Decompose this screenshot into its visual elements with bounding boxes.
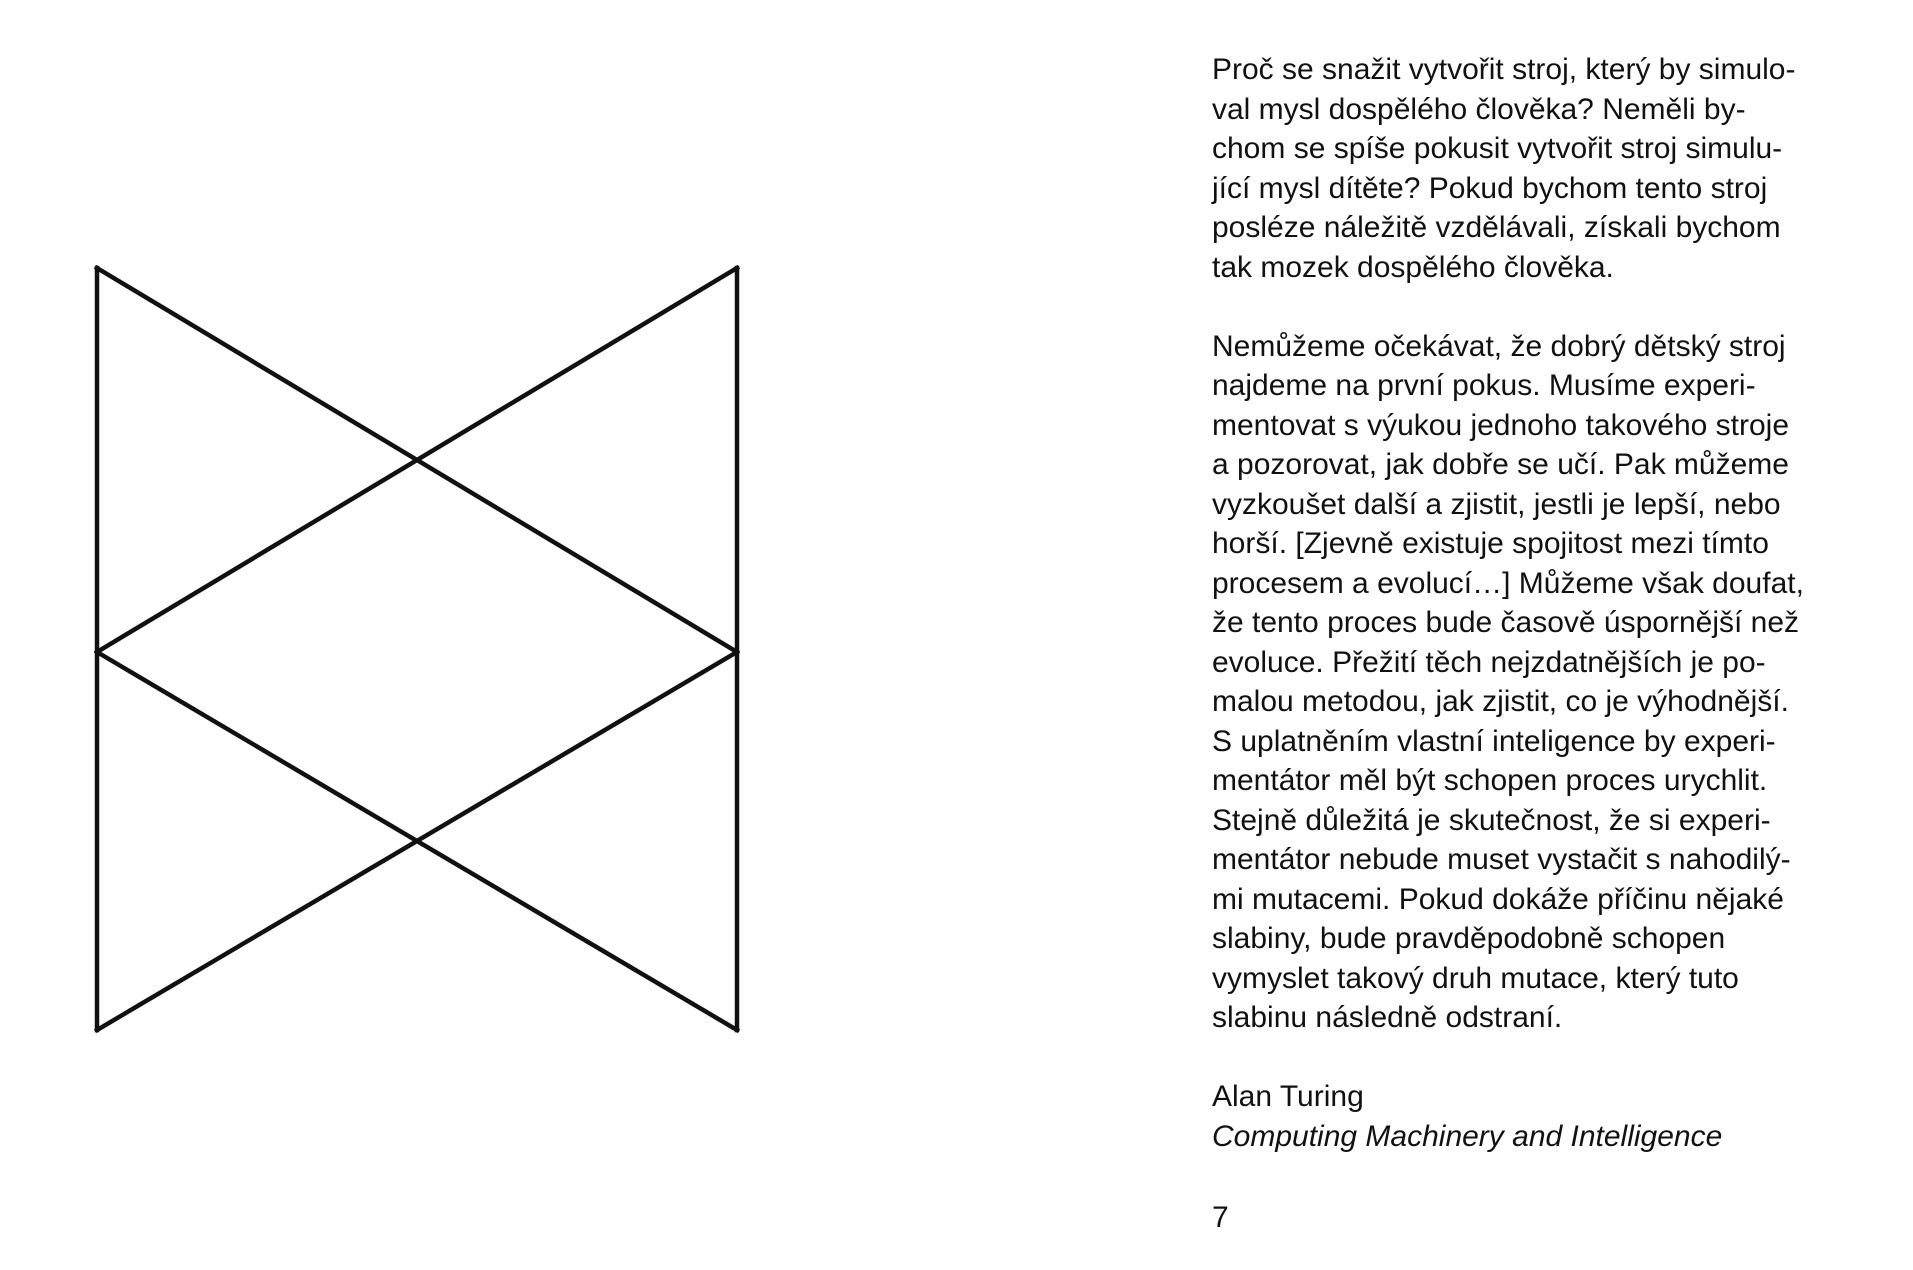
- quote-text-column: [1212, 50, 1892, 1156]
- quote-paragraph-2: Nemůžeme očekávat, že dobrý dětský stroj najdeme na první pokus. Musíme experi- mentovat s výukou jednoho takového stroje a pozorovat, jak dobře se učí. Pak můžeme vyzkoušet další a zjistit, jestli je lepší, nebo horší. [Zjevně existuje spojitost mezi tímto procesem a evolucí…] Můžeme však doufat, že tento proces bude časově úspornější než evoluce. Přežití těch nejzdatnějších je po- malou metodou, jak zjistit, co je výhodnější. S uplatněním vlastní inteligence by experi- mentátor měl být schopen proces urychlit. Stejně důležitá je skutečnost, že si experi- mentátor nebude muset vystačit s nahodilý- mi mutacemi. Pokud dokáže příčinu nějaké slabiny, bude pravděpodobně schopen vymyslet takový druh mutace, který tuto slabinu následně odstraní.: [1212, 329, 1804, 1034]
- page-number: 7: [1212, 1201, 1229, 1234]
- bowtie-triangles-figure: [80, 250, 760, 1060]
- figure-drawing: [80, 250, 760, 1060]
- work-title: Computing Machinery and Intelligence: [1212, 1119, 1723, 1153]
- quote-paragraph-1: Proč se snažit vytvořit stroj, který by simulo- val mysl dospělého člověka? Neměli by- chom se spíše pokusit vytvořit stroj simulu- jící mysl dítěte? Pokud bychom tento stroj posléze náležitě vzdělávali, získali bychom tak mozek dospělého člověka.: [1212, 53, 1796, 284]
- attribution: [1212, 1077, 1892, 1156]
- author-name: Alan Turing: [1212, 1080, 1364, 1113]
